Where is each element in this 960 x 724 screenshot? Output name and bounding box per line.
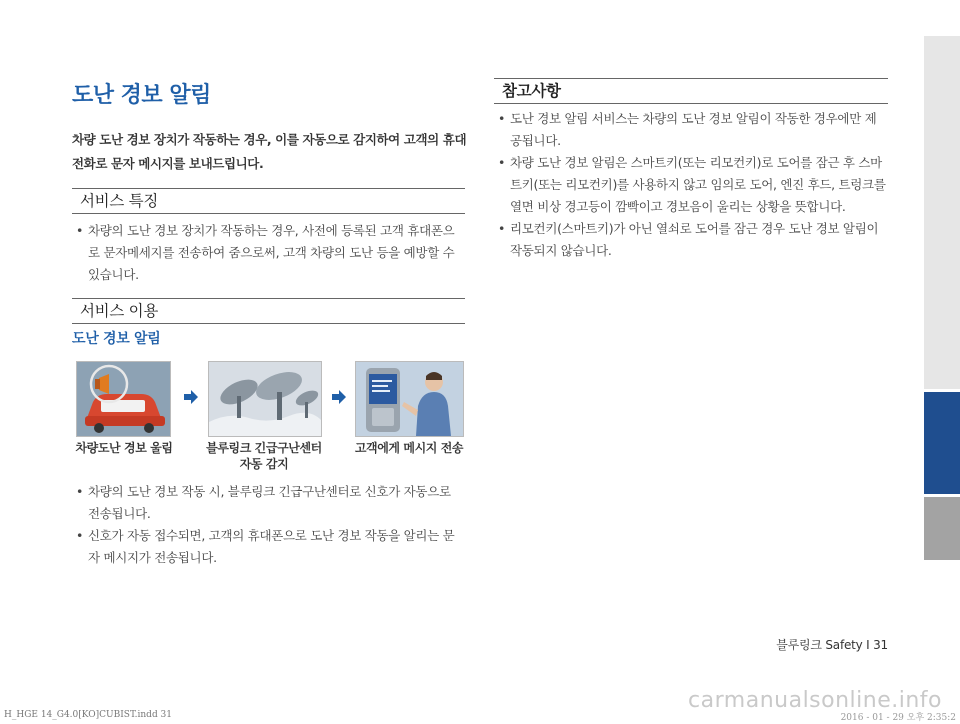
section-heading-feature-label: 서비스 특징 <box>80 192 158 210</box>
list-item: • 차량의 도난 경보 작동 시, 블루링크 긴급구난센터로 신호가 자동으로 전송됩니다. <box>72 481 466 525</box>
arrow-right-icon <box>330 388 348 406</box>
phone-message-illustration <box>355 361 464 437</box>
satellite-center-illustration <box>208 361 322 437</box>
list-item: • 신호가 자동 접수되면, 고객의 휴대폰으로 도난 경보 작동을 알리는 문자 메시지가 전송됩니다. <box>72 525 466 569</box>
use-bullet-list <box>72 481 466 569</box>
car-alarm-illustration <box>76 361 171 437</box>
list-item: • 차량의 도난 경보 장치가 작동하는 경우, 사전에 등록된 고객 휴대폰으로 문자메세지를 전송하여 줌으로써, 고객 차량의 도난 등을 예방할 수 있습니다. <box>72 220 466 286</box>
section-heading-use-label: 서비스 이용 <box>80 302 158 320</box>
side-tab-light <box>924 36 960 389</box>
print-timestamp: 2016 - 01 - 29 오후 2:35:2 <box>840 713 956 723</box>
mobile-phone-icon <box>356 362 463 436</box>
side-tab-gray <box>924 497 960 560</box>
list-item: • 리모컨키(스마트키)가 아닌 열쇠로 도어를 잠근 경우 도난 경보 알림이 작동되지 않습니다. <box>494 218 888 262</box>
section-heading-notes-label: 참고사항 <box>502 82 561 100</box>
list-item: • 도난 경보 알림 서비스는 차량의 도난 경보 알림이 작동한 경우에만 제공됩니다. <box>494 108 888 152</box>
satellite-dish-icon <box>209 362 321 436</box>
side-tab-active <box>924 392 960 494</box>
feature-bullet-list <box>72 220 466 286</box>
intro-text: 차량 도난 경보 장치가 작동하는 경우, 이를 자동으로 감지하여 고객의 휴대전화로 문자 메시지를 보내드립니다. <box>72 132 467 171</box>
caption-car-alarm: 차량도난 경보 울림 <box>75 441 173 455</box>
notes-bullet-list <box>494 108 888 262</box>
arrow-right-icon <box>182 388 200 406</box>
caption-send-message: 고객에게 메시지 전송 <box>354 441 464 455</box>
watermark-text: carmanualsonline.info <box>688 688 942 713</box>
caption-center-detect: 블루링크 긴급구난센터 자동 감지 <box>206 441 322 471</box>
section-heading-use <box>72 298 465 324</box>
page-title: 도난 경보 알림 <box>72 83 211 108</box>
list-item: • 차량 도난 경보 알림은 스마트키(또는 리모컨키)로 도어를 잠근 후 스마트키(또는 리모컨키)를 사용하지 않고 임의로 도어, 엔진 후드, 트렁크를 열면 비상 경고등이 깜빡이고 경보음이 울리는 상황을 뜻합니다. <box>494 152 888 218</box>
car-alarm-icon <box>77 362 170 436</box>
sub-heading: 도난 경보 알림 <box>72 331 161 347</box>
page-number-label: 블루링크 Safety I 31 <box>776 638 888 652</box>
section-heading-notes <box>494 78 888 104</box>
section-heading-feature <box>72 188 465 214</box>
print-slug: H_HGE 14_G4.0[KO]CUBIST.indd 31 <box>4 710 173 720</box>
